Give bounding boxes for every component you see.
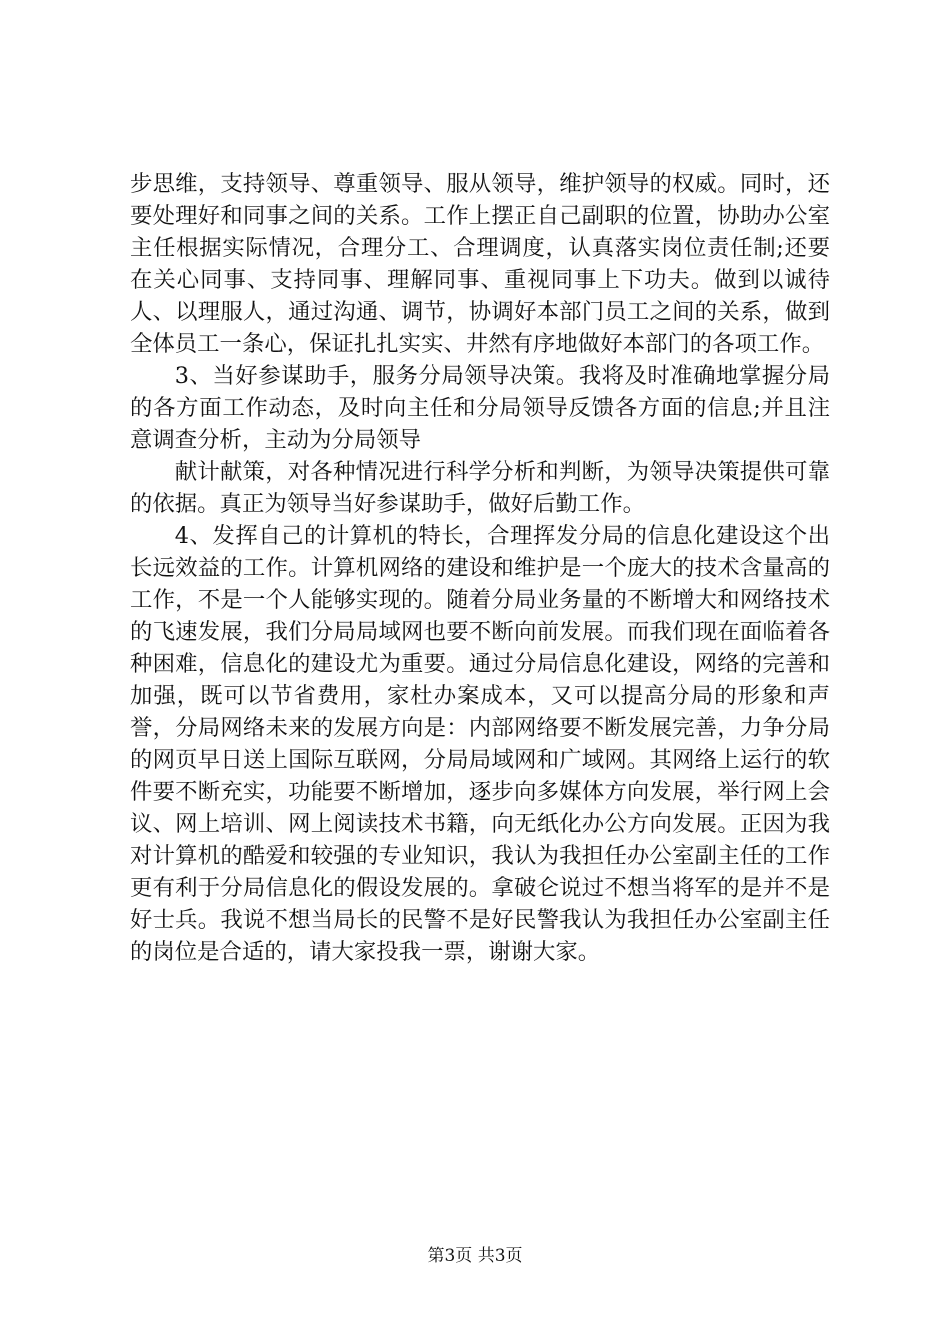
document-body — [130, 168, 830, 968]
paragraph-item-3-continued: 献计献策，对各种情况进行科学分析和判断，为领导决策提供可靠的依据。真正为领导当好参谋助手，做好后勤工作。 — [130, 459, 830, 517]
paragraph-item-3: 3、当好参谋助手，服务分局领导决策。我将及时准确地掌握分局的各方面工作动态，及时向主任和分局领导反馈各方面的信息;并且注意调查分析，主动为分局领导 — [130, 363, 830, 453]
page-number: 第3页 共3页 — [427, 1246, 523, 1266]
paragraph-continuation: 步思维，支持领导、尊重领导、服从领导，维护领导的权威。同时，还要处理好和同事之间的关系。工作上摆正自己副职的位置，协助办公室主任根据实际情况，合理分工、合理调度，认真落实岗位责任制;还要在关心同事、支持同事、理解同事、重视同事上下功夫。做到以诚待人、以理服人，通过沟通、调节，协调好本部门员工之间的关系，做到全体员工一条心，保证扎扎实实、井然有序地做好本部门的各项工作。 — [130, 171, 830, 357]
page-footer — [0, 1246, 950, 1266]
paragraph-item-4: 4、发挥自己的计算机的特长，合理挥发分局的信息化建设这个出长远效益的工作。计算机网络的建设和维护是一个庞大的技术含量高的工作，不是一个人能够实现的。随着分局业务量的不断增大和网络技术的飞速发展，我们分局局域网也要不断向前发展。而我们现在面临着各种困难，信息化的建设尤为重要。通过分局信息化建设，网络的完善和加强，既可以节省费用，家杜办案成本，又可以提高分局的形象和声誉，分局网络未来的发展方向是：内部网络要不断发展完善，力争分局的网页早日送上国际互联网，分局局域网和广域网。其网络上运行的软件要不断充实，功能要不断增加，逐步向多媒体方向发展，举行网上会议、网上培训、网上阅读技术书籍，向无纸化办公方向发展。正因为我对计算机的酷爱和较强的专业知识，我认为我担任办公室副主任的工作更有利于分局信息化的假设发展的。拿破仑说过不想当将军的是并不是好士兵。我说不想当局长的民警不是好民警我认为我担任办公室副主任的岗位是合适的，请大家投我一票，谢谢大家。 — [130, 523, 830, 965]
